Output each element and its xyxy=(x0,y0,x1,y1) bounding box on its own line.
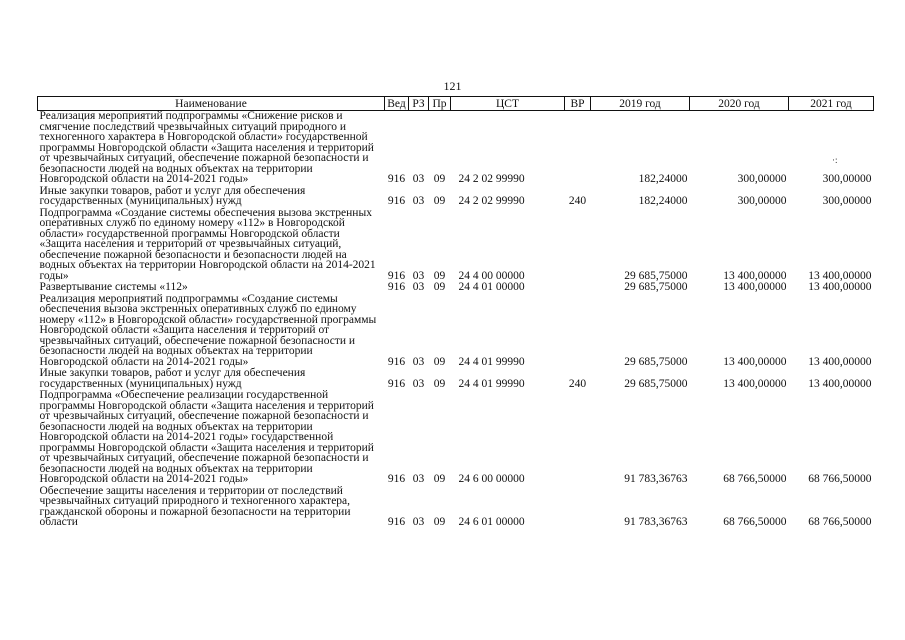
row-rz: 03 xyxy=(412,281,425,293)
col-header-name: Наименование xyxy=(38,97,385,111)
col-header-vr: ВР xyxy=(565,97,591,111)
row-pr: 09 xyxy=(433,281,446,293)
row-rz: 03 xyxy=(412,355,425,368)
row-2019: 182,24000 xyxy=(638,173,688,185)
row-2021: 68 766,50000 xyxy=(808,473,872,485)
row-cst: 24 4 01 00000 xyxy=(458,281,525,293)
scan-speck: ·: xyxy=(832,155,838,165)
col-header-cst: ЦСТ xyxy=(451,97,565,111)
row-2020: 68 766,50000 xyxy=(723,473,787,485)
row-2021: 13 400,00000 xyxy=(808,269,872,282)
row-rz: 03 xyxy=(412,473,425,485)
row-rz: 03 xyxy=(412,173,425,185)
row-rz: 03 xyxy=(412,195,425,207)
table-row xyxy=(38,208,874,283)
row-2021: 13 400,00000 xyxy=(808,355,872,368)
row-2019: 182,24000 xyxy=(638,195,688,207)
row-cst: 24 4 01 99990 xyxy=(458,355,525,368)
row-vr: 240 xyxy=(568,195,587,207)
row-ved: 916 xyxy=(387,195,406,207)
row-2020: 68 766,50000 xyxy=(723,516,787,528)
row-2020: 13 400,00000 xyxy=(723,281,787,293)
row-vr: 240 xyxy=(568,377,587,390)
table-header-row xyxy=(38,97,874,111)
row-name: Реализация мероприятий подпрограммы «Снижение рисков и смягчение последствий чрезвычайных ситуаций природного и техногенного характера в Новгородской области» государственной программы Новгородской области «Защита населения и территорий от чрезвычайных ситуаций, обеспечение пожарной безопасности и безопасности людей на водных объектах на территории Новгородской области на 2014-2021 годы» xyxy=(39,110,374,185)
row-ved: 916 xyxy=(387,377,406,390)
row-2021: 13 400,00000 xyxy=(808,377,872,390)
row-cst: 24 2 02 99990 xyxy=(458,173,525,185)
row-pr: 09 xyxy=(433,516,446,528)
table-row xyxy=(38,368,874,390)
row-2019: 29 685,75000 xyxy=(624,281,688,293)
row-vr xyxy=(565,282,591,294)
col-header-2019: 2019 год xyxy=(591,97,690,111)
row-2021: 300,00000 xyxy=(822,195,872,207)
col-header-2021: 2021 год xyxy=(789,97,874,111)
row-pr: 09 xyxy=(433,195,446,207)
table-row xyxy=(38,486,874,529)
table-row xyxy=(38,390,874,486)
row-name: Иные закупки товаров, работ и услуг для обеспечения государственных (муниципальных) нужд xyxy=(39,367,306,390)
row-rz: 03 xyxy=(412,269,425,282)
table-row xyxy=(38,282,874,294)
row-name: Подпрограмма «Обеспечение реализации государственной программы Новгородской области «Защита населения и территорий от чрезвычайных ситуаций, обеспечение пожарной безопасности и безопасности людей на водных объектах на территории Новгородской области на 2014-2021 годы» государственной программы Новгородской области «Защита населения и территорий от чрезвычайных ситуаций, обеспечение пожарной безопасности и безопасности людей на водных объектах на территории Новгородской области на 2014-2021 годы» xyxy=(39,389,374,485)
row-name: Иные закупки товаров, работ и услуг для обеспечения государственных (муниципальных) нужд xyxy=(39,184,306,207)
row-2020: 13 400,00000 xyxy=(723,355,787,368)
row-2019: 29 685,75000 xyxy=(624,377,688,390)
row-cst: 24 6 01 00000 xyxy=(458,516,525,528)
row-ved: 916 xyxy=(387,516,406,528)
row-vr xyxy=(565,111,591,186)
row-2021: 13 400,00000 xyxy=(808,281,872,293)
row-cst: 24 4 01 99990 xyxy=(458,377,525,390)
row-2019: 91 783,36763 xyxy=(624,473,688,485)
row-2020: 13 400,00000 xyxy=(723,377,787,390)
row-2020: 300,00000 xyxy=(737,195,787,207)
row-name: Обеспечение защиты населения и территории от последствий чрезвычайных ситуаций природного и техногенного характера, гражданской обороны и пожарной безопасности на территории области xyxy=(39,484,351,528)
row-2021: 68 766,50000 xyxy=(808,516,872,528)
row-vr xyxy=(565,208,591,283)
row-2020: 300,00000 xyxy=(737,173,787,185)
row-vr xyxy=(565,390,591,486)
row-pr: 09 xyxy=(433,377,446,390)
row-pr: 09 xyxy=(433,473,446,485)
col-header-2020: 2020 год xyxy=(690,97,789,111)
row-ved: 916 xyxy=(387,269,406,282)
table-row xyxy=(38,111,874,186)
row-vr xyxy=(565,294,591,369)
col-header-rz: РЗ xyxy=(409,97,429,111)
row-ved: 916 xyxy=(387,473,406,485)
row-rz: 03 xyxy=(412,516,425,528)
row-name: Развертывание системы «112» xyxy=(39,281,188,293)
row-name: Реализация мероприятий подпрограммы «Создание системы обеспечения вызова экстренных оперативных служб по единому номеру «112» в Новгородской области» государственной программы Новгородской области «Защита населения и территорий от чрезвычайных ситуаций, обеспечение пожарной безопасности и безопасности людей на водных объектах на территории Новгородской области на 2014-2021 годы» xyxy=(39,292,377,368)
col-header-pr: Пр xyxy=(429,97,451,111)
row-pr: 09 xyxy=(433,269,446,282)
row-ved: 916 xyxy=(387,281,406,293)
row-vr xyxy=(565,486,591,529)
row-name: Подпрограмма «Создание системы обеспечения вызова экстренных оперативных служб по единому номеру «112» в Новгородской области» государственной программы Новгородской области «Защита населения и территорий от чрезвычайных ситуаций, обеспечение пожарной безопасности и безопасности людей на водных объектах на территории Новгородской области на 2014-2021 годы» xyxy=(39,206,376,282)
table-row xyxy=(38,186,874,208)
table-row xyxy=(38,294,874,369)
row-pr: 09 xyxy=(433,173,446,185)
row-ved: 916 xyxy=(387,355,406,368)
row-2020: 13 400,00000 xyxy=(723,269,787,282)
row-2019: 29 685,75000 xyxy=(624,269,688,282)
row-cst: 24 4 00 00000 xyxy=(458,269,525,282)
row-2019: 29 685,75000 xyxy=(624,355,688,368)
row-cst: 24 6 00 00000 xyxy=(458,473,525,485)
budget-table xyxy=(37,96,874,529)
col-header-ved: Вед xyxy=(385,97,409,111)
row-2019: 91 783,36763 xyxy=(624,516,688,528)
row-rz: 03 xyxy=(412,377,425,390)
page-number: 121 xyxy=(443,79,462,93)
row-cst: 24 2 02 99990 xyxy=(458,195,525,207)
row-pr: 09 xyxy=(433,355,446,368)
row-2021: 300,00000 xyxy=(822,173,872,185)
row-ved: 916 xyxy=(387,173,406,185)
